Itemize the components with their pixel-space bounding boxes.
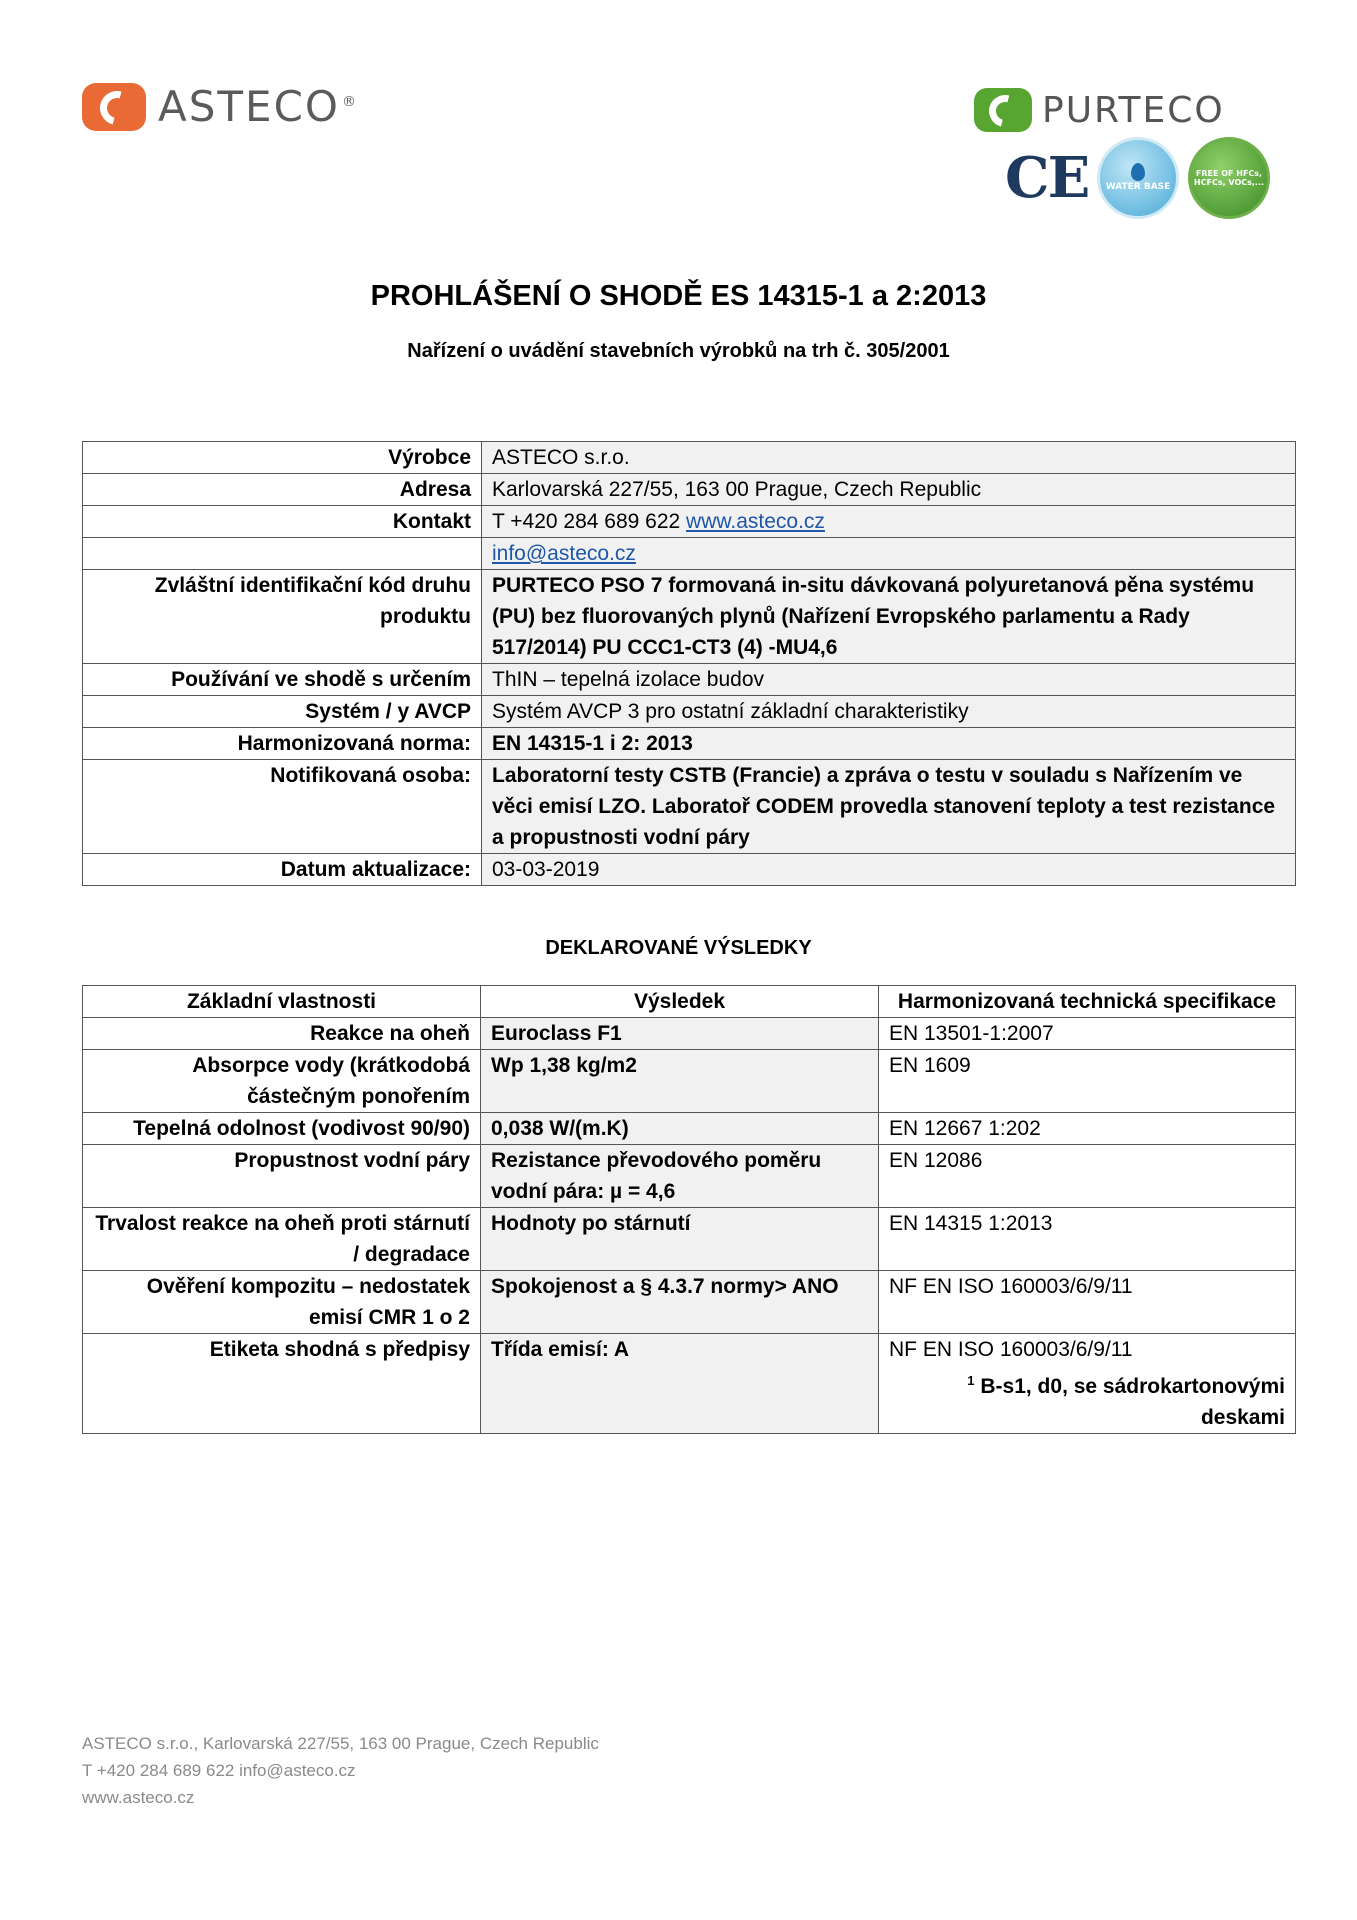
producer-label: Výrobce [83, 442, 482, 474]
producer-value: ASTECO s.r.o. [482, 442, 1296, 474]
purteco-logo-icon [974, 88, 1032, 132]
table-row [83, 1018, 1296, 1050]
result-cell: Třída emisí: A [481, 1334, 879, 1434]
footer-address: ASTECO s.r.o., Karlovarská 227/55, 163 00 Prague, Czech Republic [82, 1734, 599, 1753]
purteco-logo-text: PURTECO [1042, 89, 1225, 131]
spec-cell: EN 1609 [879, 1050, 1296, 1113]
column-header-spec: Harmonizovaná technická specifikace [879, 986, 1296, 1018]
spec-cell: NF EN ISO 160003/6/9/11 [879, 1271, 1296, 1334]
column-header-property: Základní vlastnosti [83, 986, 481, 1018]
declared-results-table [82, 985, 1296, 1434]
result-cell: Spokojenost a § 4.3.7 normy> ANO [481, 1271, 879, 1334]
table-header-row [83, 986, 1296, 1018]
property-cell: Ověření kompozitu – nedostatek emisí CMR 1 o 2 [83, 1271, 481, 1334]
table-row [83, 1145, 1296, 1208]
purteco-logo [974, 88, 1225, 132]
table-row [83, 1208, 1296, 1271]
spec-cell [879, 1334, 1296, 1434]
document-subtitle: Nařízení o uvádění stavebních výrobků na trh č. 305/2001 [407, 340, 950, 362]
contact-label: Kontakt [83, 506, 482, 538]
spec-value: NF EN ISO 160003/6/9/11 [889, 1338, 1133, 1361]
table-row [83, 728, 1296, 760]
spec-cell: EN 12086 [879, 1145, 1296, 1208]
results-heading: DEKLAROVANÉ VÝSLEDKY [545, 937, 812, 959]
result-cell: Hodnoty po stárnutí [481, 1208, 879, 1271]
notified-body-label: Notifikovaná osoba: [83, 760, 482, 854]
free-of-hfc-badge-icon: FREE OF HFCs, HCFCs, VOCs,... [1188, 137, 1270, 219]
property-cell: Trvalost reakce na oheň proti stárnutí / degradace [83, 1208, 481, 1271]
result-cell: Rezistance převodového poměru vodní pára: µ = 4,6 [481, 1145, 879, 1208]
address-label: Adresa [83, 474, 482, 506]
property-cell: Absorpce vody (krátkodobá částečným ponořením [83, 1050, 481, 1113]
result-cell: Euroclass F1 [481, 1018, 879, 1050]
column-header-result: Výsledek [481, 986, 879, 1018]
product-code-value: PURTECO PSO 7 formovaná in-situ dávkovaná polyuretanová pěna systému (PU) bez fluorovaných plynů (Nařízení Evropského parlamentu a Rady 517/2014) PU CCC1-CT3 (4) -MU4,6 [482, 570, 1296, 664]
table-row [83, 696, 1296, 728]
property-cell: Tepelná odolnost (vodivost 90/90) [83, 1113, 481, 1145]
result-cell: 0,038 W/(m.K) [481, 1113, 879, 1145]
spec-cell: EN 13501-1:2007 [879, 1018, 1296, 1050]
email-cell [482, 538, 1296, 570]
intended-use-value: ThIN – tepelná izolace budov [482, 664, 1296, 696]
intended-use-label: Používání ve shodě s určením [83, 664, 482, 696]
property-cell: Reakce na oheň [83, 1018, 481, 1050]
standard-label: Harmonizovaná norma: [83, 728, 482, 760]
product-code-label: Zvláštní identifikační kód druhu produktu [83, 570, 482, 664]
page-footer [82, 1730, 599, 1811]
footnote [889, 1365, 1285, 1433]
contact-phone: T +420 284 689 622 [492, 510, 681, 533]
footnote-mark: 1 [967, 1373, 975, 1388]
spec-cell: EN 12667 1:202 [879, 1113, 1296, 1145]
footer-website: www.asteco.cz [82, 1788, 195, 1807]
table-row [83, 1113, 1296, 1145]
update-date-value: 03-03-2019 [482, 854, 1296, 886]
property-cell: Etiketa shodná s předpisy [83, 1334, 481, 1434]
email-link[interactable]: info@asteco.cz [492, 542, 636, 565]
table-row [83, 570, 1296, 664]
avcp-value: Systém AVCP 3 pro ostatní základní charakteristiky [482, 696, 1296, 728]
table-row [83, 474, 1296, 506]
table-row [83, 664, 1296, 696]
website-link[interactable]: www.asteco.cz [686, 510, 825, 533]
footnote-text: B-s1, d0, se sádrokartonovými deskami [980, 1375, 1285, 1429]
asteco-logo-icon [82, 83, 146, 131]
table-row [83, 854, 1296, 886]
avcp-label: Systém / y AVCP [83, 696, 482, 728]
result-cell: Wp 1,38 kg/m2 [481, 1050, 879, 1113]
ce-mark-icon: CE [1005, 145, 1089, 211]
table-row [83, 442, 1296, 474]
table-row [83, 1334, 1296, 1434]
table-row [83, 506, 1296, 538]
empty-label-cell [83, 538, 482, 570]
table-row [83, 1050, 1296, 1113]
document-title: PROHLÁŠENÍ O SHODĚ ES 14315-1 a 2:2013 [370, 280, 987, 312]
table-row [83, 1271, 1296, 1334]
table-row [83, 760, 1296, 854]
asteco-logo [82, 82, 358, 131]
water-base-badge-icon: WATER BASE [1097, 137, 1179, 219]
property-cell: Propustnost vodní páry [83, 1145, 481, 1208]
table-row [83, 538, 1296, 570]
asteco-logo-text: ASTECO ® [158, 82, 358, 131]
declaration-info-table [82, 441, 1296, 886]
address-value: Karlovarská 227/55, 163 00 Prague, Czech Republic [482, 474, 1296, 506]
update-date-label: Datum aktualizace: [83, 854, 482, 886]
notified-body-value: Laboratorní testy CSTB (Francie) a zpráva o testu v souladu s Nařízením ve věci emisí LZO. Laboratoř CODEM provedla stanovení teploty a test rezistance a propustnosti vodní páry [482, 760, 1296, 854]
contact-value [482, 506, 1296, 538]
footer-contact: T +420 284 689 622 info@asteco.cz [82, 1761, 356, 1780]
standard-value: EN 14315-1 i 2: 2013 [482, 728, 1296, 760]
spec-cell: EN 14315 1:2013 [879, 1208, 1296, 1271]
